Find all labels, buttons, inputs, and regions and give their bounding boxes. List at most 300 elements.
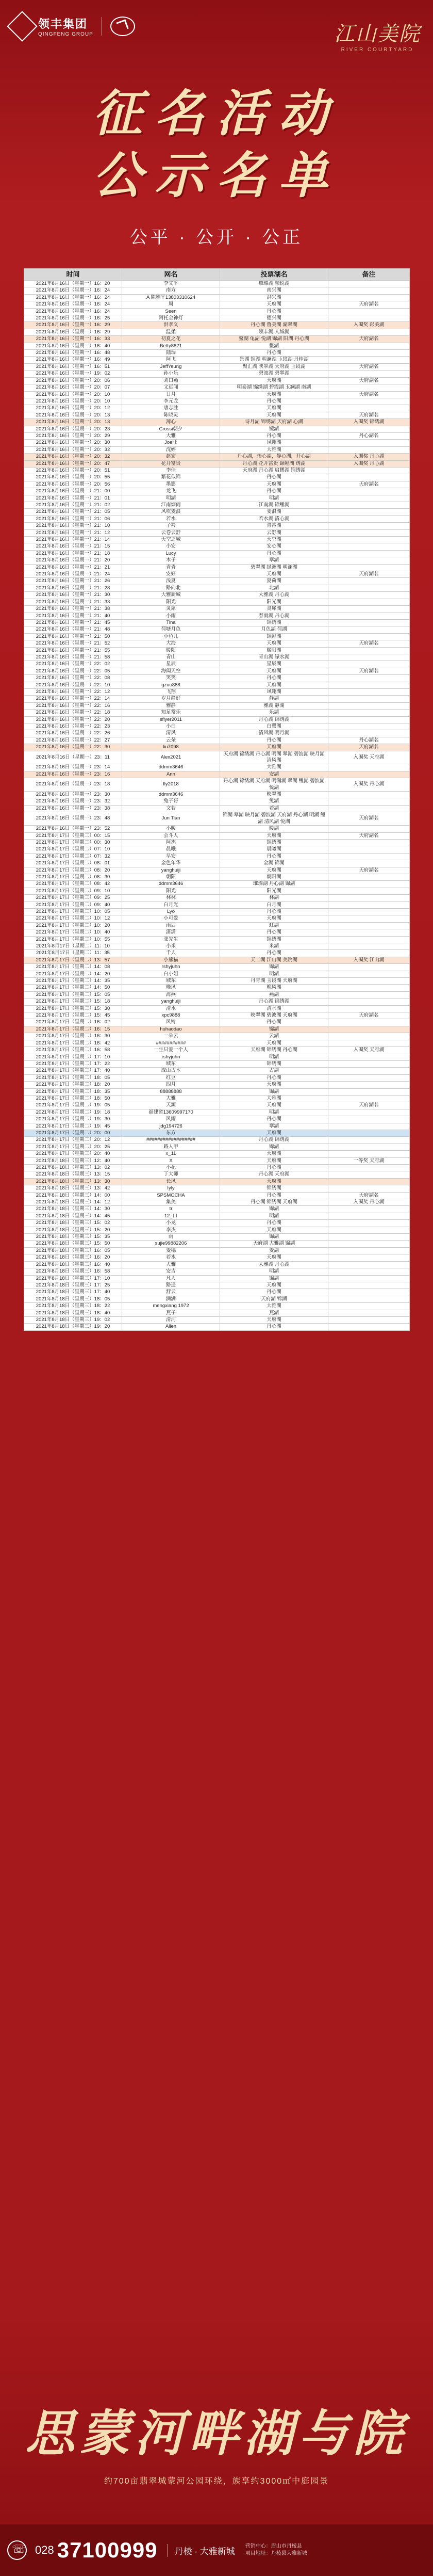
entry-remark	[328, 1268, 410, 1275]
entry-nickname: 丁大师	[122, 1171, 220, 1178]
entry-time: 2021年8月16日（星期一）23：48	[24, 812, 122, 826]
table-row	[24, 481, 410, 488]
entry-nickname: 天源	[122, 1102, 220, 1109]
entry-remark	[328, 688, 410, 695]
brand-logo	[11, 15, 135, 37]
title-line-2: 公示名单	[93, 146, 340, 204]
table-row	[24, 1213, 410, 1219]
table-row	[24, 454, 410, 460]
entry-time: 2021年8月16日（星期一）16：48	[24, 350, 122, 357]
entry-nickname: 早安	[122, 853, 220, 860]
entry-remark	[328, 647, 410, 654]
entry-vote: 清风湖 明月湖	[220, 730, 328, 737]
address-block	[245, 2543, 307, 2557]
entry-vote: 领丰湖 人城湖	[220, 329, 328, 335]
entry-remark	[328, 895, 410, 901]
entry-time: 2021年8月17日（星期二）00：15	[24, 832, 122, 839]
table-row	[24, 867, 410, 874]
entry-remark	[328, 578, 410, 585]
entry-time: 2021年8月16日（星期一）21：58	[24, 654, 122, 661]
entry-remark	[328, 281, 410, 287]
entry-nickname: 安好	[122, 571, 220, 578]
table-row	[24, 1068, 410, 1074]
header-time: 时间	[24, 269, 122, 281]
table-row	[24, 606, 410, 613]
table-row	[24, 1268, 410, 1275]
entry-remark	[328, 1033, 410, 1040]
entry-vote: 暖阳湖	[220, 647, 328, 654]
table-row	[24, 999, 410, 1005]
entry-nickname: liu7098	[122, 744, 220, 751]
entry-nickname: 星辰	[122, 661, 220, 668]
entry-remark: 入围奖 丹心湖	[328, 460, 410, 467]
entry-nickname: mengxiang 1972	[122, 1303, 220, 1310]
table-row	[24, 1130, 410, 1136]
entry-time: 2021年8月17日（星期二）20：12	[24, 1137, 122, 1144]
entry-vote: 洪兴湖	[220, 294, 328, 301]
entry-remark	[328, 1123, 410, 1130]
table-row	[24, 1303, 410, 1310]
entry-remark	[328, 426, 410, 432]
entry-time: 2021年8月16日（星期一）22：14	[24, 696, 122, 702]
entry-time: 2021年8月18日（星期三）17：40	[24, 1289, 122, 1296]
entry-time: 2021年8月18日（星期三）18：05	[24, 1296, 122, 1302]
entry-vote: 锦湖 翠湖 映月湖 碧波湖 天府湖 丹心湖 明湖 鲤湖 清风湖 悦湖	[220, 812, 328, 826]
entry-vote: 明湖	[220, 1213, 328, 1219]
entry-time: 2021年8月16日（星期一）22：27	[24, 737, 122, 744]
entry-remark: 丹心湖名	[328, 737, 410, 744]
entry-time: 2021年8月16日（星期一）20：55	[24, 474, 122, 481]
entry-nickname: 千人	[122, 950, 220, 957]
entry-nickname: huhaodao	[122, 1026, 220, 1033]
entry-nickname: 海燕	[122, 991, 220, 998]
entry-vote: 锦湖	[220, 1275, 328, 1282]
table-row	[24, 710, 410, 716]
entry-nickname: 四月	[122, 1082, 220, 1088]
entry-time: 2021年8月16日（星期一）19：02	[24, 371, 122, 377]
table-row	[24, 1137, 410, 1144]
table-row	[24, 744, 410, 751]
entry-remark	[328, 516, 410, 522]
entry-nickname: 明湖	[122, 495, 220, 502]
entry-remark	[328, 613, 410, 619]
entry-remark: 天府湖名	[328, 377, 410, 384]
entry-time: 2021年8月16日（星期一）23：14	[24, 764, 122, 771]
entry-vote: 明湖	[220, 1054, 328, 1060]
entry-time: 2021年8月16日（星期一）21：06	[24, 516, 122, 522]
entry-time: 2021年8月17日（星期二）09：10	[24, 888, 122, 894]
footer-bar	[0, 2524, 433, 2576]
entry-remark	[328, 943, 410, 950]
entry-vote: 明泰湖 锦绣湖 碧霞湖 玉澜湖 南湖	[220, 384, 328, 391]
entry-time: 2021年8月18日（星期三）13：42	[24, 1185, 122, 1192]
entry-time: 2021年8月17日（星期二）19：30	[24, 1116, 122, 1123]
entry-time: 2021年8月17日（星期二）14：50	[24, 985, 122, 991]
entry-vote: 天空湖	[220, 537, 328, 543]
table-row	[24, 1088, 410, 1095]
entry-vote: 北湖	[220, 585, 328, 591]
table-row	[24, 446, 410, 453]
entry-remark	[328, 929, 410, 936]
entry-nickname: 舒云	[122, 1289, 220, 1296]
entry-vote: 明湖	[220, 971, 328, 977]
entry-time: 2021年8月16日（星期一）21：14	[24, 537, 122, 543]
entry-remark	[328, 702, 410, 709]
entry-time: 2021年8月16日（星期一）21：00	[24, 488, 122, 495]
entry-time: 2021年8月18日（星期三）19：02	[24, 1316, 122, 1323]
entry-nickname: yanghuiji	[122, 867, 220, 874]
entry-remark	[328, 1296, 410, 1302]
header-remark: 备注	[328, 269, 410, 281]
entry-remark: 入围奖 锦绣湖	[328, 419, 410, 426]
table-row	[24, 343, 410, 349]
entry-nickname: Lyo	[122, 908, 220, 915]
table-row	[24, 363, 410, 370]
entry-nickname: 温柔	[122, 329, 220, 335]
entry-vote: 阳光湖	[220, 599, 328, 605]
entry-nickname: ##################	[122, 1137, 220, 1144]
entry-nickname: 陈晓灵	[122, 412, 220, 418]
table-header	[24, 269, 410, 281]
entry-remark	[328, 384, 410, 391]
entry-remark	[328, 1005, 410, 1012]
table-row	[24, 915, 410, 922]
entry-remark: 天府湖名	[328, 744, 410, 751]
entry-time: 2021年8月18日（星期三）14：00	[24, 1192, 122, 1199]
entry-vote: 天府湖	[220, 832, 328, 839]
entry-nickname: 清河	[122, 1316, 220, 1323]
entry-vote: 乐湖	[220, 710, 328, 716]
entry-remark	[328, 846, 410, 853]
entry-vote: 大雅湖	[220, 446, 328, 453]
entry-remark	[328, 1040, 410, 1046]
table-row	[24, 1227, 410, 1233]
table-row	[24, 1095, 410, 1102]
entry-vote: 虹湖	[220, 922, 328, 929]
entry-nickname: 安吉	[122, 1268, 220, 1275]
entry-nickname: 赵宏	[122, 454, 220, 460]
entry-nickname: jdg194726	[122, 1123, 220, 1130]
table-row	[24, 613, 410, 619]
entry-time: 2021年8月17日（星期二）16：42	[24, 1040, 122, 1046]
table-row	[24, 723, 410, 730]
entry-time: 2021年8月16日（星期一）20：29	[24, 432, 122, 439]
entry-time: 2021年8月18日（星期三）13：15	[24, 1171, 122, 1178]
table-row	[24, 1241, 410, 1247]
table-row	[24, 730, 410, 737]
entry-nickname: 城东	[122, 978, 220, 985]
entry-time: 2021年8月17日（星期二）10：12	[24, 915, 122, 922]
entry-remark	[328, 654, 410, 661]
table-row	[24, 488, 410, 495]
entry-time: 2021年8月17日（星期二）16：58	[24, 1047, 122, 1054]
entry-remark	[328, 936, 410, 943]
table-row	[24, 371, 410, 377]
entry-remark	[328, 1227, 410, 1233]
entry-vote: 朝阳湖	[220, 874, 328, 880]
table-row	[24, 550, 410, 557]
entry-time: 2021年8月17日（星期二）17：10	[24, 1054, 122, 1060]
entry-time: 2021年8月16日（星期一）21：12	[24, 529, 122, 536]
entry-time: 2021年8月16日（星期一）23：38	[24, 805, 122, 812]
table-row	[24, 1192, 410, 1199]
entry-remark	[328, 495, 410, 502]
table-row	[24, 419, 410, 426]
table-row	[24, 523, 410, 529]
entry-time: 2021年8月17日（星期二）08：30	[24, 874, 122, 880]
entry-nickname: Betty8821	[122, 343, 220, 349]
table-row	[24, 592, 410, 599]
entry-time: 2021年8月18日（星期三）14：45	[24, 1213, 122, 1219]
entry-vote: 青山湖 绿水湖	[220, 654, 328, 661]
table-row	[24, 1282, 410, 1289]
entry-remark: 天府湖名	[328, 867, 410, 874]
table-row	[24, 1165, 410, 1171]
entry-time: 2021年8月16日（星期一）21：52	[24, 640, 122, 647]
entry-vote: 若湖	[220, 805, 328, 812]
entry-vote: 明湖	[220, 1109, 328, 1116]
entry-remark	[328, 606, 410, 613]
entry-time: 2021年8月16日（星期一）21：15	[24, 543, 122, 550]
entry-remark	[328, 1074, 410, 1081]
table-row	[24, 1019, 410, 1026]
table-row	[24, 832, 410, 839]
entry-time: 2021年8月16日（星期一）22：08	[24, 675, 122, 682]
entry-vote: 月色湖 荷湖	[220, 626, 328, 633]
entry-time: 2021年8月17日（星期二）07：32	[24, 853, 122, 860]
entry-time: 2021年8月16日（星期一）23：11	[24, 751, 122, 764]
entry-remark	[328, 860, 410, 867]
entry-nickname: rshyjuhn	[122, 964, 220, 971]
entry-time: 2021年8月18日（星期三）14：12	[24, 1199, 122, 1206]
entry-vote: 米湖	[220, 943, 328, 950]
entry-time: 2021年8月16日（星期一）21：33	[24, 599, 122, 605]
entry-remark	[328, 626, 410, 633]
entry-remark	[328, 675, 410, 682]
entry-time: 2021年8月16日（星期一）20：13	[24, 419, 122, 426]
entry-nickname: 浅夏	[122, 578, 220, 585]
entry-remark	[328, 564, 410, 571]
entry-remark	[328, 1068, 410, 1074]
entry-remark	[328, 1088, 410, 1095]
entry-nickname: 阳光	[122, 888, 220, 894]
entry-vote: 丹青湖 玉镜湖 天府湖	[220, 978, 328, 985]
table-row	[24, 1123, 410, 1130]
entry-remark: 入围奖 江山湖	[328, 957, 410, 963]
entry-remark	[328, 529, 410, 536]
entry-vote: 锦绣湖	[220, 619, 328, 626]
table-row	[24, 654, 410, 661]
table-row	[24, 336, 410, 343]
phone-number[interactable]: 37100999	[57, 2538, 158, 2562]
entry-time: 2021年8月17日（星期二）14：20	[24, 971, 122, 977]
table-row	[24, 509, 410, 516]
entry-time: 2021年8月17日（星期二）10：55	[24, 936, 122, 943]
entry-remark	[328, 853, 410, 860]
table-row	[24, 647, 410, 654]
entry-nickname: 88888888	[122, 1088, 220, 1095]
entry-nickname: 小鱼儿	[122, 633, 220, 640]
entry-remark	[328, 585, 410, 591]
entry-remark	[328, 881, 410, 888]
entry-vote: 明湖	[220, 1268, 328, 1275]
entry-nickname: sujie99882206	[122, 1241, 220, 1247]
entry-remark: 天府湖名	[328, 336, 410, 343]
entry-nickname: 大雅	[122, 1261, 220, 1268]
entry-nickname: 木子	[122, 557, 220, 564]
table-row	[24, 1040, 410, 1046]
entry-time: 2021年8月16日（星期一）21：30	[24, 592, 122, 599]
table-row	[24, 1054, 410, 1060]
entry-nickname: 江南烟雨	[122, 502, 220, 509]
entry-nickname: 红豆	[122, 1074, 220, 1081]
entry-vote: 安湖	[220, 771, 328, 778]
entry-time: 2021年8月16日（星期一）20：56	[24, 481, 122, 488]
table-row	[24, 908, 410, 915]
entry-remark	[328, 315, 410, 322]
entry-vote: 大雅湖	[220, 764, 328, 771]
entry-nickname: 日月	[122, 391, 220, 398]
entry-vote: 锦绣湖	[220, 936, 328, 943]
entry-vote: 丹心湖 锦绣湖 天府湖 明澜湖 翠湖 鲤湖 碧波湖 悦湖	[220, 778, 328, 792]
entry-remark	[328, 1303, 410, 1310]
entry-remark: 入围奖 彩美湖	[328, 322, 410, 329]
entry-vote: 天府湖	[220, 1082, 328, 1088]
entry-time: 2021年8月16日（星期一）20：07	[24, 384, 122, 391]
entry-nickname: 小龙	[122, 1220, 220, 1227]
table-row	[24, 971, 410, 977]
entry-vote: 天府湖	[220, 1178, 328, 1185]
entry-remark	[328, 294, 410, 301]
entry-time: 2021年8月17日（星期二）11：35	[24, 950, 122, 957]
entry-nickname: yanghuiji	[122, 999, 220, 1005]
table-row	[24, 350, 410, 357]
entry-time: 2021年8月16日（星期一）16：29	[24, 322, 122, 329]
entry-vote: 白月湖	[220, 901, 328, 908]
entry-remark	[328, 474, 410, 481]
entry-vote: 大雅湖	[220, 1095, 328, 1102]
entry-remark	[328, 398, 410, 405]
entry-nickname: 朝阳	[122, 874, 220, 880]
entry-nickname: 墨影	[122, 481, 220, 488]
address-line-2: 项目地址：丹棱县大雅新城	[245, 2551, 307, 2556]
table-row	[24, 826, 410, 832]
entry-nickname: ###########	[122, 1040, 220, 1046]
entry-time: 2021年8月17日（星期二）16：15	[24, 1026, 122, 1033]
entry-vote: 安心湖	[220, 543, 328, 550]
entry-vote: 晚风湖	[220, 985, 328, 991]
entry-time: 2021年8月16日（星期一）21：21	[24, 564, 122, 571]
entry-nickname: JeffYeung	[122, 363, 220, 370]
entry-vote: 丹心湖 鲁美湖 湖翠湖	[220, 322, 328, 329]
entry-vote: 天府湖	[220, 1151, 328, 1157]
table-row	[24, 405, 410, 412]
entry-time: 2021年8月16日（星期一）21：50	[24, 633, 122, 640]
entry-remark: 天府湖名	[328, 832, 410, 839]
table-row	[24, 668, 410, 674]
entry-time: 2021年8月16日（星期一）22：05	[24, 668, 122, 674]
entry-time: 2021年8月17日（星期二）00：30	[24, 839, 122, 846]
entry-nickname: 雅静	[122, 702, 220, 709]
entry-nickname: 满满	[122, 1296, 220, 1302]
entry-nickname: 李元龙	[122, 398, 220, 405]
entry-remark	[328, 1185, 410, 1192]
entry-time: 2021年8月17日（星期二）14：08	[24, 964, 122, 971]
main-title	[0, 83, 433, 206]
table-row	[24, 1310, 410, 1316]
entry-remark	[328, 1324, 410, 1330]
entry-vote: 锦湖	[220, 1144, 328, 1150]
table-row	[24, 564, 410, 571]
entry-vote: 天府湖 丹心湖 启鹏湖 锦绣湖	[220, 467, 328, 474]
entry-remark	[328, 1109, 410, 1116]
entry-vote: 青衿湖	[220, 523, 328, 529]
table-row	[24, 1261, 410, 1268]
entry-nickname: 若水	[122, 1254, 220, 1261]
entry-vote: 丹心湖	[220, 1116, 328, 1123]
entry-nickname: 风雨	[122, 1116, 220, 1123]
entry-nickname: 林林	[122, 895, 220, 901]
entry-time: 2021年8月18日（星期三）17：10	[24, 1275, 122, 1282]
entry-nickname: SPSMOCHA	[122, 1192, 220, 1199]
entry-remark	[328, 723, 410, 730]
table-row	[24, 384, 410, 391]
entry-remark	[328, 1082, 410, 1088]
entry-remark	[328, 1220, 410, 1227]
entry-vote: 天府湖 大雅湖 锦湖	[220, 1241, 328, 1247]
entry-nickname: gzuo888	[122, 682, 220, 688]
entry-time: 2021年8月16日（星期一）20：23	[24, 426, 122, 432]
entry-remark	[328, 488, 410, 495]
entry-vote: 白鹭湖	[220, 723, 328, 730]
entry-vote: 晨曦湖	[220, 846, 328, 853]
table-row	[24, 1171, 410, 1178]
entry-time: 2021年8月18日（星期三）15：50	[24, 1241, 122, 1247]
entry-vote: 天府湖	[220, 1282, 328, 1289]
entry-remark	[328, 901, 410, 908]
entry-time: 2021年8月18日（星期三）14：30	[24, 1206, 122, 1213]
entry-time: 2021年8月18日（星期三）16：58	[24, 1268, 122, 1275]
entry-time: 2021年8月17日（星期二）16：02	[24, 1019, 122, 1026]
table-row	[24, 675, 410, 682]
entry-nickname: Tina	[122, 619, 220, 626]
table-row	[24, 922, 410, 929]
entry-remark	[328, 1116, 410, 1123]
entry-time: 2021年8月16日（星期一）20：32	[24, 454, 122, 460]
entry-time: 2021年8月18日（星期三）15：02	[24, 1220, 122, 1227]
entry-nickname: rshyjuhn	[122, 1054, 220, 1060]
entry-nickname: 一路向北	[122, 585, 220, 591]
entry-remark: 天府湖名	[328, 301, 410, 308]
entry-time: 2021年8月18日（星期三）16：20	[24, 1254, 122, 1261]
entry-vote: 天府湖 锦湖	[220, 1296, 328, 1302]
entry-remark	[328, 888, 410, 894]
entry-nickname: 一生只爱一个人	[122, 1047, 220, 1054]
entry-nickname: 风吹麦浪	[122, 509, 220, 516]
table-row	[24, 874, 410, 880]
entry-vote: 翠湖	[220, 1123, 328, 1130]
entry-nickname: 小雨	[122, 613, 220, 619]
entry-vote: 天府湖	[220, 744, 328, 751]
entry-vote: 丹心湖	[220, 908, 328, 915]
entry-vote: 德兴湖	[220, 315, 328, 322]
entry-nickname: Alex2021	[122, 751, 220, 764]
table-row	[24, 792, 410, 798]
entry-nickname: 东方	[122, 1130, 220, 1136]
entry-vote: 春雨湖 丹心湖	[220, 613, 328, 619]
entry-nickname: 麦穗	[122, 1247, 220, 1254]
entry-nickname: 白小姐	[122, 971, 220, 977]
